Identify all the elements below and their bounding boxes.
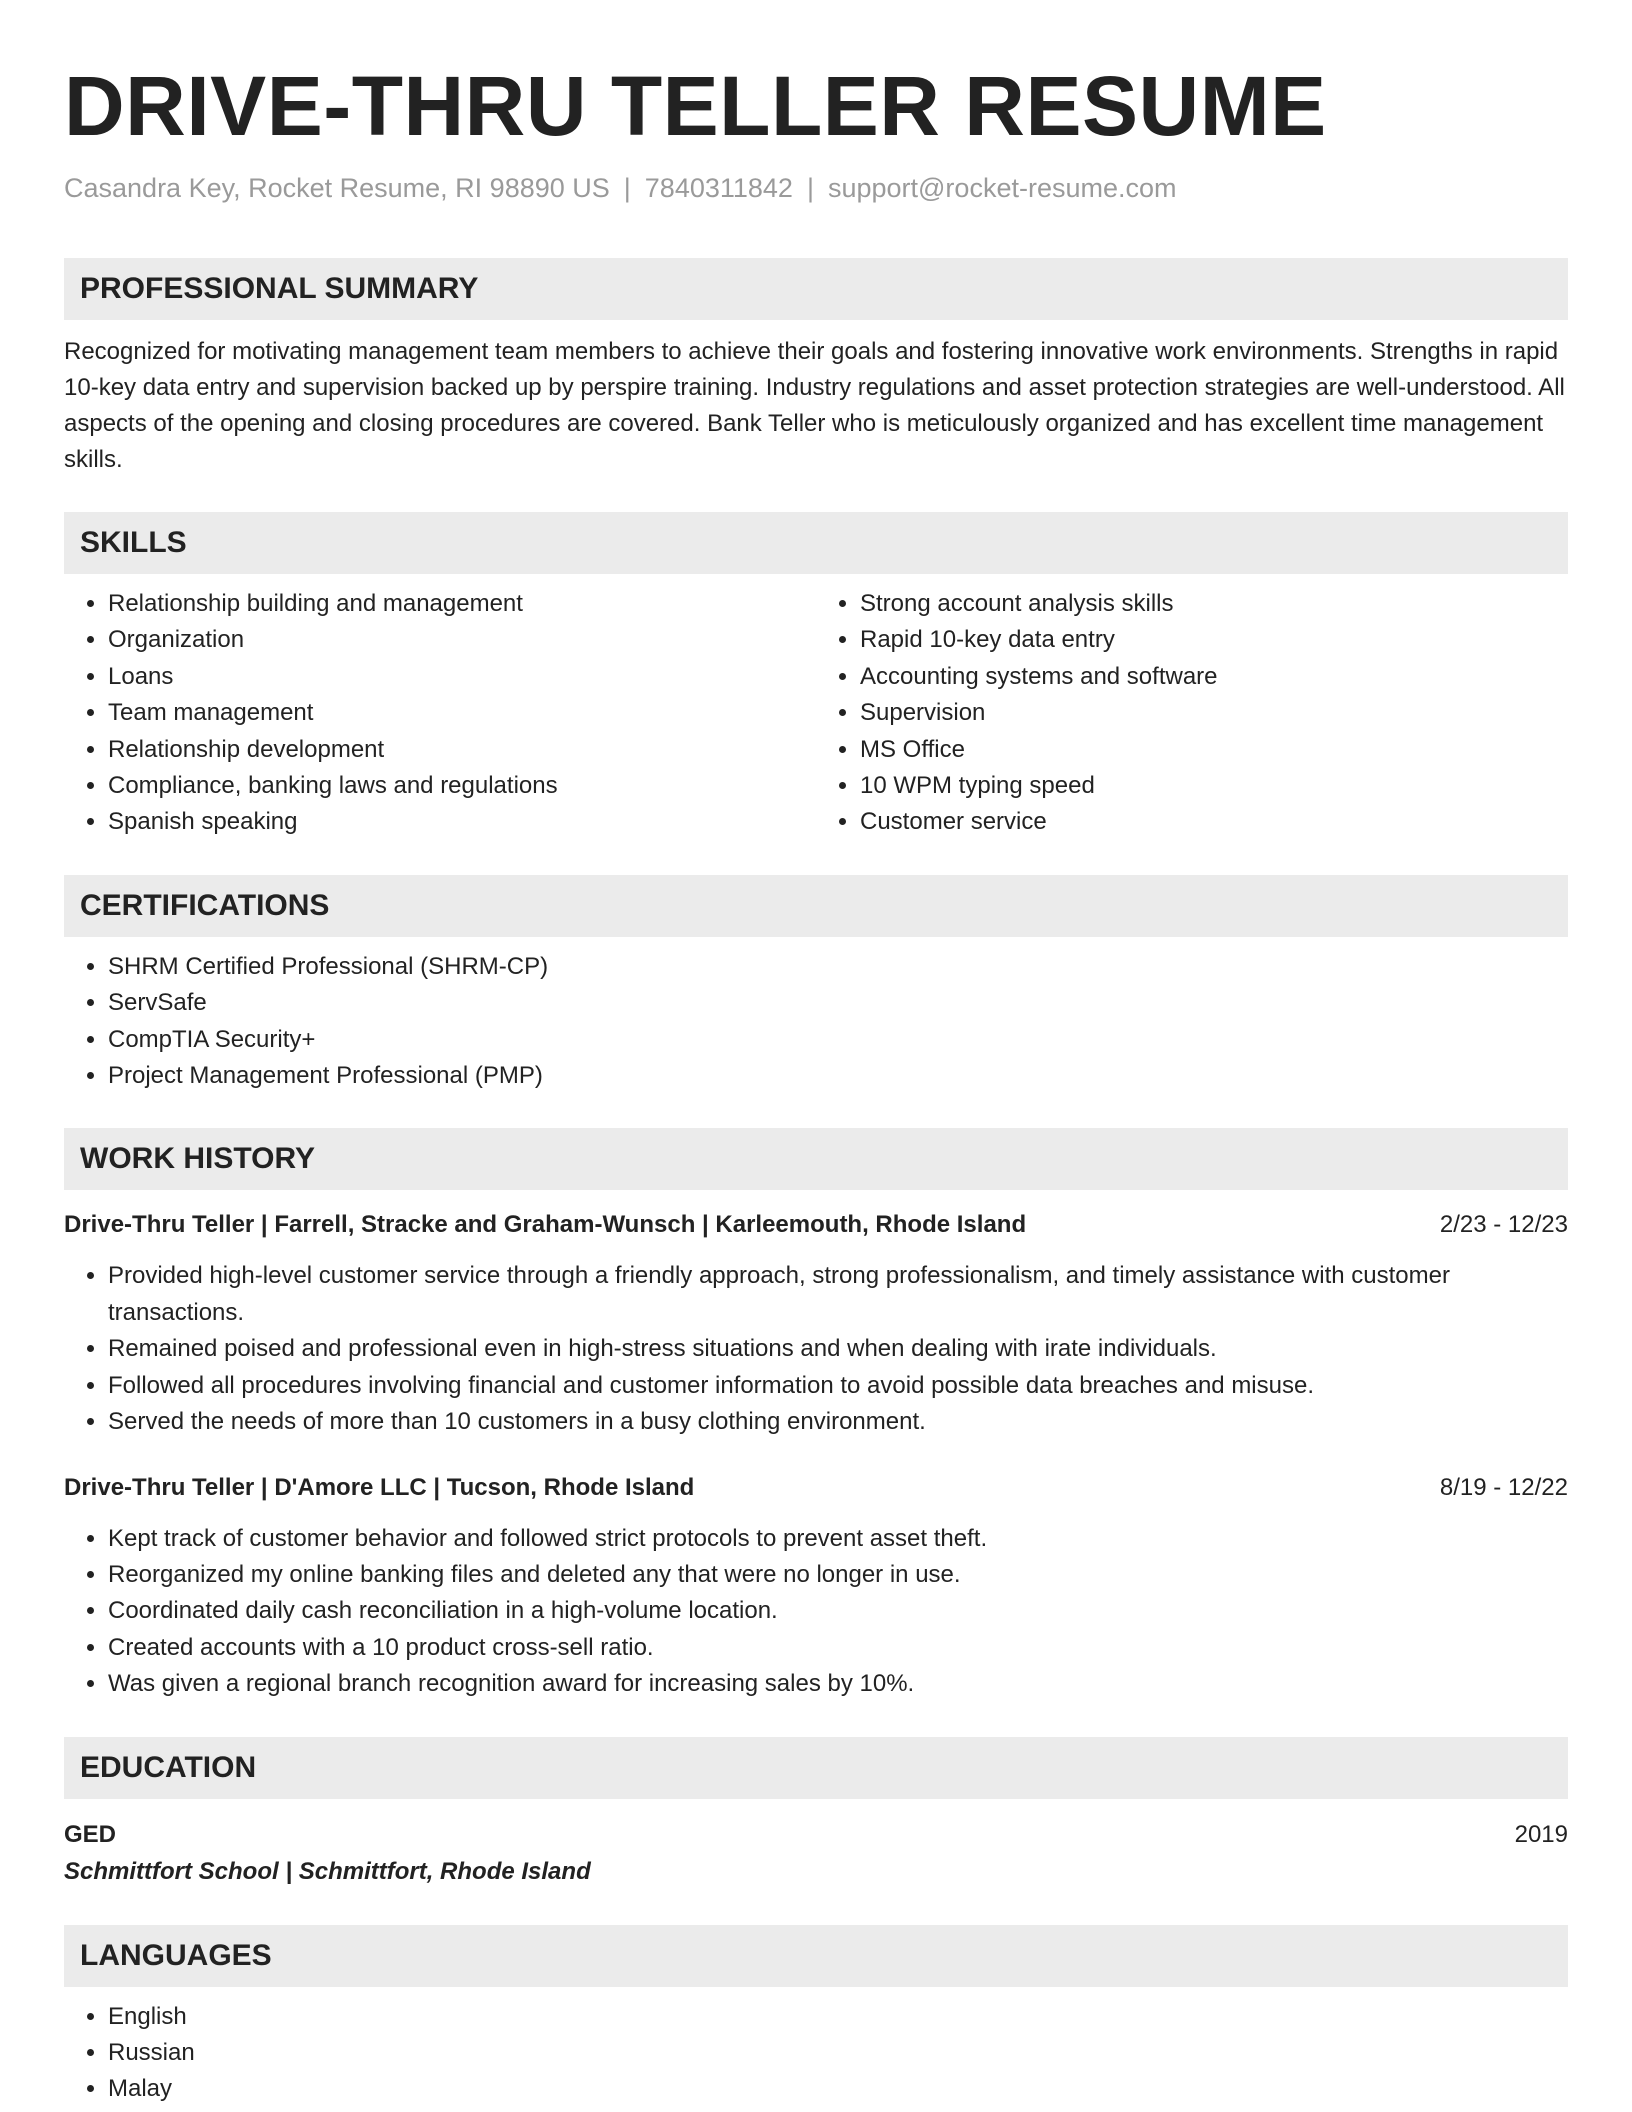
- job-entry: [64, 1471, 1568, 1703]
- certification-item: • ServSafe: [108, 985, 1568, 1021]
- section-heading-work-history: WORK HISTORY: [64, 1128, 1568, 1190]
- contact-line: [64, 170, 1568, 206]
- skill-item: • Relationship building and management: [108, 586, 816, 622]
- job-title: Drive-Thru Teller | D'Amore LLC | Tucson, Rhode Island: [64, 1473, 695, 1501]
- skill-item: • Customer service: [860, 804, 1568, 840]
- job-bullets: [64, 1258, 1568, 1440]
- section-heading-summary: PROFESSIONAL SUMMARY: [64, 258, 1568, 320]
- education-school: Schmittfort School | Schmittfort, Rhode Island: [64, 1857, 591, 1885]
- skills-list-right: [816, 586, 1568, 841]
- skill-item: • Loans: [108, 659, 816, 695]
- job-bullet: • Was given a regional branch recognition award for increasing sales by 10%.: [108, 1666, 1568, 1702]
- job-entry: [64, 1208, 1568, 1440]
- skill-item: • Relationship development: [108, 732, 816, 768]
- job-bullet: • Remained poised and professional even in high-stress situations and when dealing with irate individuals.: [108, 1331, 1568, 1367]
- resume-title: DRIVE-THRU TELLER RESUME: [64, 59, 1327, 153]
- skill-item: • 10 WPM typing speed: [860, 768, 1568, 804]
- skill-item: • Team management: [108, 695, 816, 731]
- job-bullet: • Created accounts with a 10 product cross-sell ratio.: [108, 1630, 1568, 1666]
- contact-phone: 7840311842: [644, 173, 793, 203]
- job-dates: 2/23 - 12/23: [1439, 1211, 1568, 1239]
- skill-item: • Spanish speaking: [108, 804, 816, 840]
- skills-list-left: [64, 586, 816, 841]
- summary-text: Recognized for motivating management team members to achieve their goals and fostering innovative work environments. Strengths in rapid 10-key data entry and supervision backed up by perspire training. Industry regulations and asset protection strategies are well-understood. All aspects of the opening and closing procedures are covered. Bank Teller who is meticulously organized and has excellent time management skills.: [64, 338, 1565, 473]
- skill-item: • MS Office: [860, 732, 1568, 768]
- skill-item: • Supervision: [860, 695, 1568, 731]
- job-bullet: • Followed all procedures involving financial and customer information to avoid possible data breaches and misuse.: [108, 1368, 1568, 1404]
- section-heading-education: EDUCATION: [64, 1737, 1568, 1799]
- education-degree: GED: [64, 1820, 117, 1848]
- education-header: [64, 1817, 1568, 1853]
- resume-page: [64, 0, 1568, 2108]
- contact-address: Casandra Key, Rocket Resume, RI 98890 US: [64, 173, 610, 203]
- job-title: Drive-Thru Teller | Farrell, Stracke and Graham-Wunsch | Karleemouth, Rhode Island: [64, 1211, 1027, 1239]
- section-heading-certifications: CERTIFICATIONS: [64, 875, 1568, 937]
- language-item: • English: [108, 1999, 1568, 2035]
- job-bullet: • Coordinated daily cash reconciliation in a high-volume location.: [108, 1593, 1568, 1629]
- job-bullet: • Kept track of customer behavior and followed strict protocols to prevent asset theft.: [108, 1521, 1568, 1557]
- education-year: 2019: [1514, 1820, 1568, 1848]
- skill-item: • Rapid 10-key data entry: [860, 622, 1568, 658]
- education-entry: [64, 1817, 1568, 1891]
- language-item: • Russian: [108, 2035, 1568, 2071]
- skill-item: • Accounting systems and software: [860, 659, 1568, 695]
- certifications-list: [64, 949, 1568, 1095]
- job-bullets: [64, 1521, 1568, 1703]
- job-header: [64, 1471, 1568, 1505]
- certification-item: • Project Management Professional (PMP): [108, 1058, 1568, 1094]
- section-heading-languages: LANGUAGES: [64, 1925, 1568, 1987]
- job-bullet: • Provided high-level customer service through a friendly approach, strong professionalism, and timely assistance with customer transactions.: [108, 1258, 1568, 1331]
- contact-email: support@rocket-resume.com: [827, 173, 1177, 203]
- language-item: • Malay: [108, 2071, 1568, 2107]
- job-header: [64, 1208, 1568, 1242]
- job-bullet: • Served the needs of more than 10 customers in a busy clothing environment.: [108, 1404, 1568, 1440]
- contact-separator: |: [806, 173, 814, 203]
- skills-grid: [64, 574, 1568, 841]
- section-heading-skills: SKILLS: [64, 512, 1568, 574]
- skill-item: • Organization: [108, 622, 816, 658]
- languages-list: [64, 1999, 1568, 2108]
- skill-item: • Compliance, banking laws and regulations: [108, 768, 816, 804]
- job-dates: 8/19 - 12/22: [1439, 1473, 1568, 1501]
- job-bullet: • Reorganized my online banking files and deleted any that were no longer in use.: [108, 1557, 1568, 1593]
- skill-item: • Strong account analysis skills: [860, 586, 1568, 622]
- certification-item: • SHRM Certified Professional (SHRM-CP): [108, 949, 1568, 985]
- contact-separator: |: [623, 173, 631, 203]
- certification-item: • CompTIA Security+: [108, 1022, 1568, 1058]
